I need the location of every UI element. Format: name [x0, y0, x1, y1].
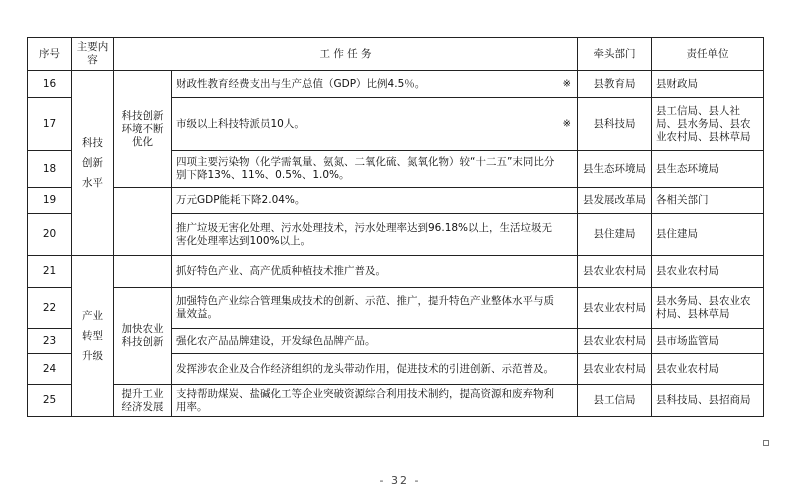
row-number: 20 [28, 214, 72, 256]
task-text: 推广垃圾无害化处理、污水处理技术，污水处理率达到96.18%以上，生活垃圾无害化处理率达到100%以上。 [176, 221, 553, 247]
lead-dept: 县科技局 [578, 98, 652, 151]
row-number: 22 [28, 288, 72, 329]
resp-unit: 县住建局 [652, 214, 764, 256]
row-number: 16 [28, 71, 72, 98]
sub-content-empty [114, 256, 172, 288]
note-mark: ※ [562, 78, 572, 90]
lead-dept: 县住建局 [578, 214, 652, 256]
task-text: 抓好特色产业、高产优质种植技术推广普及。 [176, 265, 386, 277]
row-number: 24 [28, 354, 72, 385]
lead-dept: 县教育局 [578, 71, 652, 98]
lead-dept: 县农业农村局 [578, 354, 652, 385]
resp-unit: 县农业农村局 [652, 354, 764, 385]
resp-unit: 县科技局、县招商局 [652, 385, 764, 417]
main-content-sci [72, 71, 114, 256]
table-row [28, 385, 764, 417]
table-row [28, 71, 764, 98]
task-text: 强化农产品品牌建设，开发绿色品牌产品。 [176, 334, 376, 347]
task-cell [172, 329, 578, 354]
task-cell [172, 71, 578, 98]
task-text: 支持帮助煤炭、盐碱化工等企业突破资源综合利用技术制约，提高资源和废弃物利用率。 [176, 387, 554, 413]
row-number: 21 [28, 256, 72, 288]
resp-unit: 县市场监管局 [652, 329, 764, 354]
task-cell [172, 385, 578, 417]
resp-unit: 县工信局、县人社局、县水务局、县农业农村局、县林草局 [652, 98, 764, 151]
sub-content-agri: 加快农业科技创新 [114, 288, 172, 385]
task-table [27, 37, 764, 417]
resp-unit: 县财政局 [652, 71, 764, 98]
main-content-industry [72, 256, 114, 417]
main-content-line: 创新 [82, 157, 103, 169]
main-content-line: 产业 [82, 310, 103, 322]
sub-content-industry: 提升工业经济发展 [114, 385, 172, 417]
sub-content-sci-env: 科技创新环境不断优化 [114, 71, 172, 188]
task-cell [172, 98, 578, 151]
task-cell [172, 256, 578, 288]
resp-unit: 县农业农村局 [652, 256, 764, 288]
task-text: 四项主要污染物（化学需氧量、氨氮、二氧化硫、氮氧化物）较“十二五”末同比分别下降13%、11%、0.5%、1.0%。 [176, 156, 555, 181]
task-text: 市级以上科技特派员10人。 [176, 117, 305, 130]
header-resp-unit: 责任单位 [652, 38, 764, 71]
table-row [28, 256, 764, 288]
task-text: 发挥涉农企业及合作经济组织的龙头带动作用，促进技术的引进创新、示范普及。 [176, 362, 554, 375]
page-number: - 32 - [379, 474, 421, 487]
main-content-line: 科技 [82, 137, 103, 149]
sub-content-empty [114, 188, 172, 256]
row-number: 25 [28, 385, 72, 417]
table-row [28, 188, 764, 214]
task-cell [172, 288, 578, 329]
main-content-line: 升级 [82, 350, 103, 362]
resp-unit: 县生态环境局 [652, 151, 764, 188]
row-number: 18 [28, 151, 72, 188]
table-row [28, 288, 764, 329]
task-cell [172, 354, 578, 385]
task-text: 加强特色产业综合管理集成技术的创新、示范、推广，提升特色产业整体水平与质量效益。 [176, 295, 554, 320]
task-text: 万元GDP能耗下降2.04%。 [176, 194, 306, 206]
task-text: 财政性教育经费支出与生产总值（GDP）比例4.5％。 [176, 77, 426, 90]
row-number: 17 [28, 98, 72, 151]
main-content-line: 水平 [82, 177, 103, 189]
lead-dept: 县工信局 [578, 385, 652, 417]
row-number: 23 [28, 329, 72, 354]
lead-dept: 县农业农村局 [578, 256, 652, 288]
lead-dept: 县农业农村局 [578, 288, 652, 329]
header-no: 序号 [28, 38, 72, 71]
note-mark: ※ [562, 118, 572, 130]
row-number: 19 [28, 188, 72, 214]
resp-unit: 县水务局、县农业农村局、县林草局 [652, 288, 764, 329]
header-row [28, 38, 764, 71]
task-cell [172, 151, 578, 188]
resp-unit: 各相关部门 [652, 188, 764, 214]
lead-dept: 县生态环境局 [578, 151, 652, 188]
task-cell [172, 214, 578, 256]
task-cell [172, 188, 578, 214]
header-lead-dept: 牵头部门 [578, 38, 652, 71]
corner-mark [763, 440, 769, 446]
lead-dept: 县农业农村局 [578, 329, 652, 354]
main-content-line: 转型 [82, 330, 103, 342]
lead-dept: 县发展改革局 [578, 188, 652, 214]
header-main-content: 主要内容 [72, 38, 114, 71]
header-task: 工 作 任 务 [114, 38, 578, 71]
